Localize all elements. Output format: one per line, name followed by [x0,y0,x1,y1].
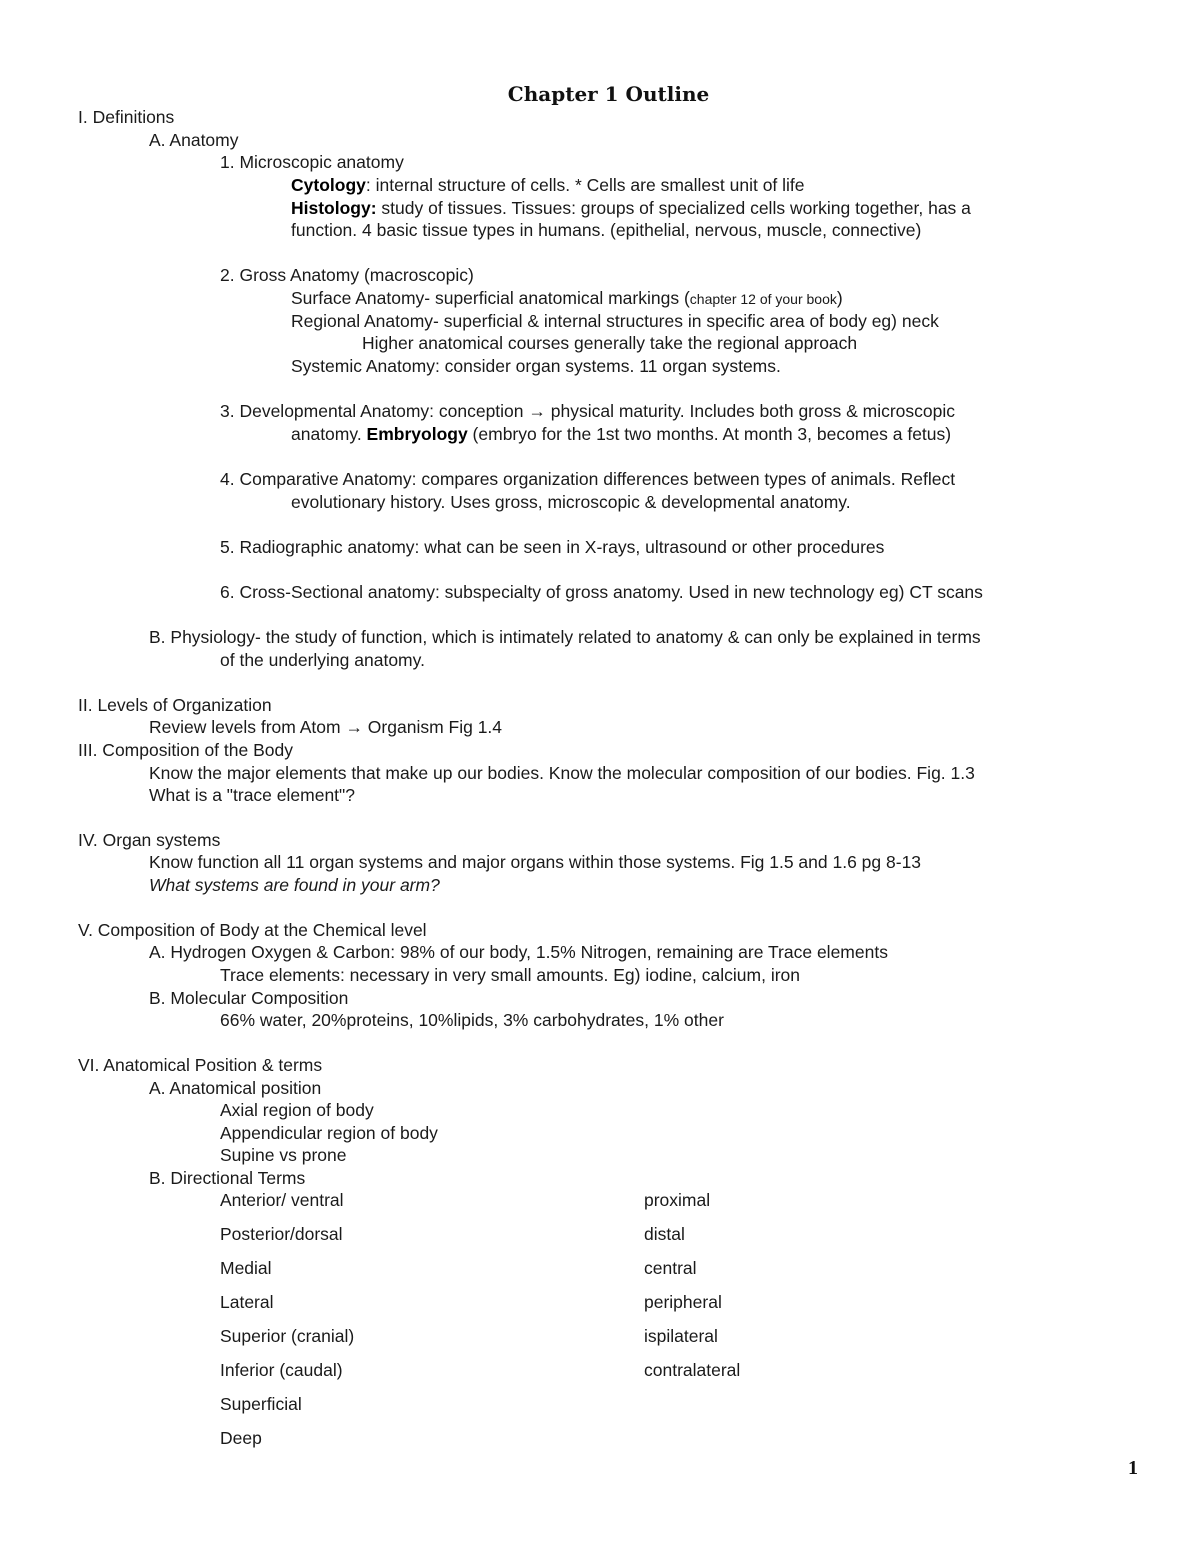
systemic-anatomy-line: Systemic Anatomy: consider organ systems. 11 organ systems. [291,356,781,376]
levels-text: Review levels from Atom → Organism Fig 1.4 [149,717,503,737]
list-item: Appendicular region of body [220,1123,438,1143]
elements-line: A. Hydrogen Oxygen & Carbon: 98% of our body, 1.5% Nitrogen, remaining are Trace elements [149,942,888,962]
term-right: peripheral [644,1292,722,1312]
term-left: Posterior/dorsal [220,1224,343,1244]
embryology-term: Embryology [366,424,468,444]
anatomy-heading: A. Anatomy [149,130,239,150]
term-left: Deep [220,1428,262,1448]
cytology-text: : internal structure of cells. * Cells are smallest unit of life [365,175,805,195]
comparative-anatomy-continuation: evolutionary history. Uses gross, microscopic & developmental anatomy. [291,492,851,512]
physiology-continuation: of the underlying anatomy. [220,650,425,670]
histology-text: study of tissues. Tissues: groups of specialized cells working together, has a [376,198,971,218]
trace-element-question: What is a "trace element"? [149,785,355,805]
surface-anatomy-line [291,287,843,310]
page-title: Chapter 1 Outline [507,82,710,106]
embryology-text: (embryo for the 1st two months. At month 3, becomes a fetus) [467,424,952,444]
section-2-heading: II. Levels of Organization [78,695,272,715]
physiology-line: B. Physiology- the study of function, which is intimately related to anatomy & can only be explained in terms [149,627,981,647]
page-number: 1 [1128,1457,1138,1479]
section-1-heading: I. Definitions [78,107,175,127]
section-3-heading: III. Composition of the Body [78,740,293,760]
composition-text: Know the major elements that make up our bodies. Know the molecular composition of our bodies. Fig. 1.3 [149,763,975,783]
surface-anatomy-close: ) [836,288,843,308]
histology-term: Histology: [291,198,377,218]
surface-anatomy-text: Surface Anatomy- superficial anatomical markings ( [291,288,690,308]
regional-anatomy-continuation: Higher anatomical courses generally take the regional approach [362,333,858,353]
term-left: Inferior (caudal) [220,1360,343,1380]
term-left: Superficial [220,1394,302,1414]
surface-anatomy-reference: chapter 12 of your book [689,291,837,307]
term-right: distal [644,1224,685,1244]
developmental-anatomy-line: 3. Developmental Anatomy: conception → physical maturity. Includes both gross & microscopic [220,401,956,421]
developmental-anatomy-text: anatomy. [291,424,367,444]
list-item: Axial region of body [220,1100,374,1120]
list-item: Supine vs prone [220,1145,347,1165]
developmental-anatomy-continuation [291,423,951,445]
directional-terms-heading: B. Directional Terms [149,1168,306,1188]
arm-systems-question: What systems are found in your arm? [149,875,440,895]
section-5-heading: V. Composition of Body at the Chemical level [78,920,427,940]
microscopic-anatomy-heading: 1. Microscopic anatomy [220,152,404,172]
histology-line [291,197,971,219]
section-6-heading: VI. Anatomical Position & terms [78,1055,323,1075]
anatomical-position-heading: A. Anatomical position [149,1078,322,1098]
term-right: central [644,1258,697,1278]
term-left: Medial [220,1258,272,1278]
term-right: ispilateral [644,1326,718,1346]
trace-elements-line: Trace elements: necessary in very small amounts. Eg) iodine, calcium, iron [220,965,800,985]
term-left: Anterior/ ventral [220,1190,344,1210]
cross-sectional-anatomy-line: 6. Cross-Sectional anatomy: subspecialty of gross anatomy. Used in new technology eg) CT scans [220,582,983,602]
term-right: contralateral [644,1360,741,1380]
regional-anatomy-line: Regional Anatomy- superficial & internal structures in specific area of body eg) neck [291,311,939,331]
molecular-composition-heading: B. Molecular Composition [149,988,349,1008]
gross-anatomy-heading: 2. Gross Anatomy (macroscopic) [220,265,474,285]
term-left: Lateral [220,1292,274,1312]
cytology-term: Cytology [291,175,366,195]
comparative-anatomy-line: 4. Comparative Anatomy: compares organization differences between types of animals. Reflect [220,469,956,489]
term-right: proximal [644,1190,711,1210]
histology-continuation: function. 4 basic tissue types in humans. (epithelial, nervous, muscle, connective) [291,220,922,240]
cytology-line [291,174,805,196]
molecular-composition-text: 66% water, 20%proteins, 10%lipids, 3% carbohydrates, 1% other [220,1010,724,1030]
term-left: Superior (cranial) [220,1326,355,1346]
organ-systems-text: Know function all 11 organ systems and major organs within those systems. Fig 1.5 and 1.6 pg 8-13 [149,852,922,872]
radiographic-anatomy-line: 5. Radiographic anatomy: what can be seen in X-rays, ultrasound or other procedures [220,537,885,557]
section-4-heading: IV. Organ systems [78,830,221,850]
